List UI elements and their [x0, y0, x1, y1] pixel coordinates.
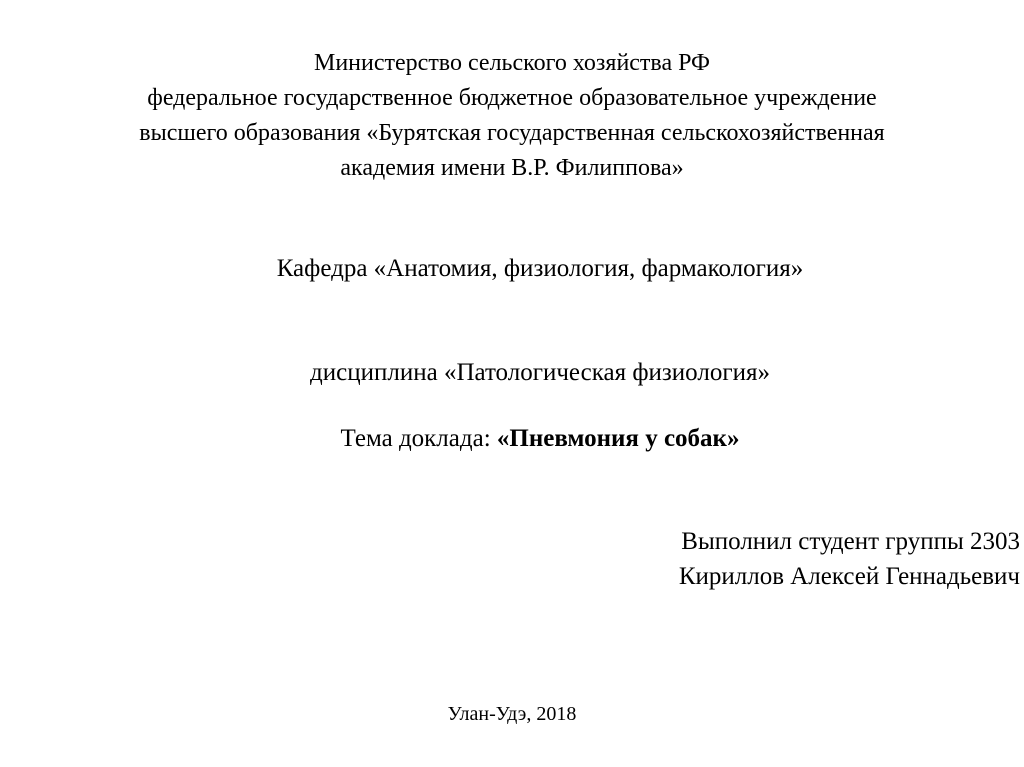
institution-header — [0, 46, 1024, 186]
author-block — [679, 524, 1020, 594]
topic-prefix: Тема доклада: — [340, 425, 497, 452]
topic-title: «Пневмония у собак» — [496, 425, 740, 452]
author-line-name: Кириллов Алексей Геннадьевич — [678, 563, 1020, 590]
discipline-line: дисциплина «Патологическая физиология» — [310, 359, 770, 386]
header-line-academy-named-after: академия имени В.Р. Филиппова» — [340, 155, 684, 181]
header-line-academy-name: высшего образования «Бурятская государственная сельскохозяйственная — [139, 120, 885, 146]
header-line-ministry: Министерство сельского хозяйства РФ — [314, 50, 710, 76]
header-line-federal: федеральное государственное бюджетное образовательное учреждение — [147, 85, 877, 111]
author-line-group: Выполнил студент группы 2303 — [681, 528, 1020, 555]
footer-city-year: Улан-Удэ, 2018 — [447, 703, 577, 725]
topic-line — [56, 421, 1024, 456]
department-line: Кафедра «Анатомия, физиология, фармакология» — [276, 255, 804, 282]
